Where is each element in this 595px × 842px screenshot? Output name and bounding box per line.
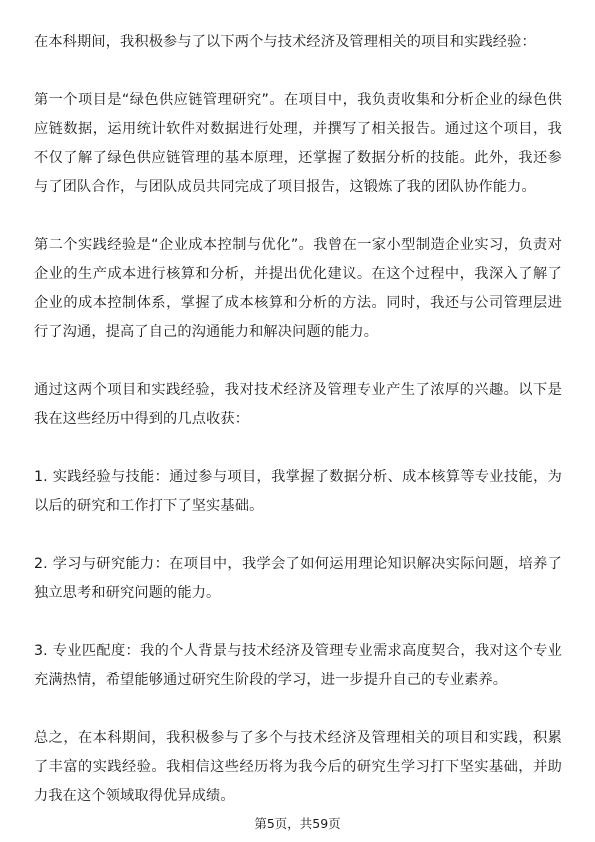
paragraph-gap	[34, 608, 562, 637]
paragraph-gap	[34, 434, 562, 463]
summary-intro-paragraph: 通过这两个项目和实践经验，我对技术经济及管理专业产生了浓厚的兴趣。以下是我在这些经历中得到的几点收获：	[34, 382, 562, 427]
paragraph-gap	[34, 202, 562, 231]
gain-item-1: 1. 实践经验与技能：通过参与项目，我掌握了数据分析、成本核算等专业技能，为以后的研究和工作打下了坚实基础。	[34, 469, 562, 514]
project-two-paragraph: 第二个实践经验是“企业成本控制与优化”。我曾在一家小型制造企业实习，负责对企业的生产成本进行核算和分析，并提出优化建议。在这个过程中，我深入了解了企业的成本控制体系，掌握了成本核算和分析的方法。同时，我还与公司管理层进行了沟通，提高了自己的沟通能力和解决问题的能力。	[34, 237, 562, 340]
paragraph-gap	[34, 57, 562, 86]
conclusion-paragraph: 总之，在本科期间，我积极参与了多个与技术经济及管理相关的项目和实践，积累了丰富的实践经验。我相信这些经历将为我今后的研究生学习打下坚实基础，并助力我在这个领域取得优异成绩。	[34, 730, 562, 804]
document-body	[34, 28, 562, 811]
gain-item-2: 2. 学习与研究能力：在项目中，我学会了如何运用理论知识解决实际问题，培养了独立思考和研究问题的能力。	[34, 556, 562, 601]
paragraph-gap	[34, 347, 562, 376]
gain-item-3: 3. 专业匹配度：我的个人背景与技术经济及管理专业需求高度契合，我对这个专业充满热情，希望能够通过研究生阶段的学习，进一步提升自己的专业素养。	[34, 643, 562, 688]
paragraph-gap	[34, 521, 562, 550]
intro-paragraph: 在本科期间，我积极参与了以下两个与技术经济及管理相关的项目和实践经验：	[34, 34, 536, 50]
page-number-footer: 第5页，共59页	[254, 816, 341, 831]
paragraph-gap	[34, 695, 562, 724]
project-one-paragraph: 第一个项目是“绿色供应链管理研究”。在项目中，我负责收集和分析企业的绿色供应链数据，运用统计软件对数据进行处理，并撰写了相关报告。通过这个项目，我不仅了解了绿色供应链管理的基本原理，还掌握了数据分析的技能。此外，我还参与了团队合作，与团队成员共同完成了项目报告，这锻炼了我的团队协作能力。	[34, 92, 562, 195]
